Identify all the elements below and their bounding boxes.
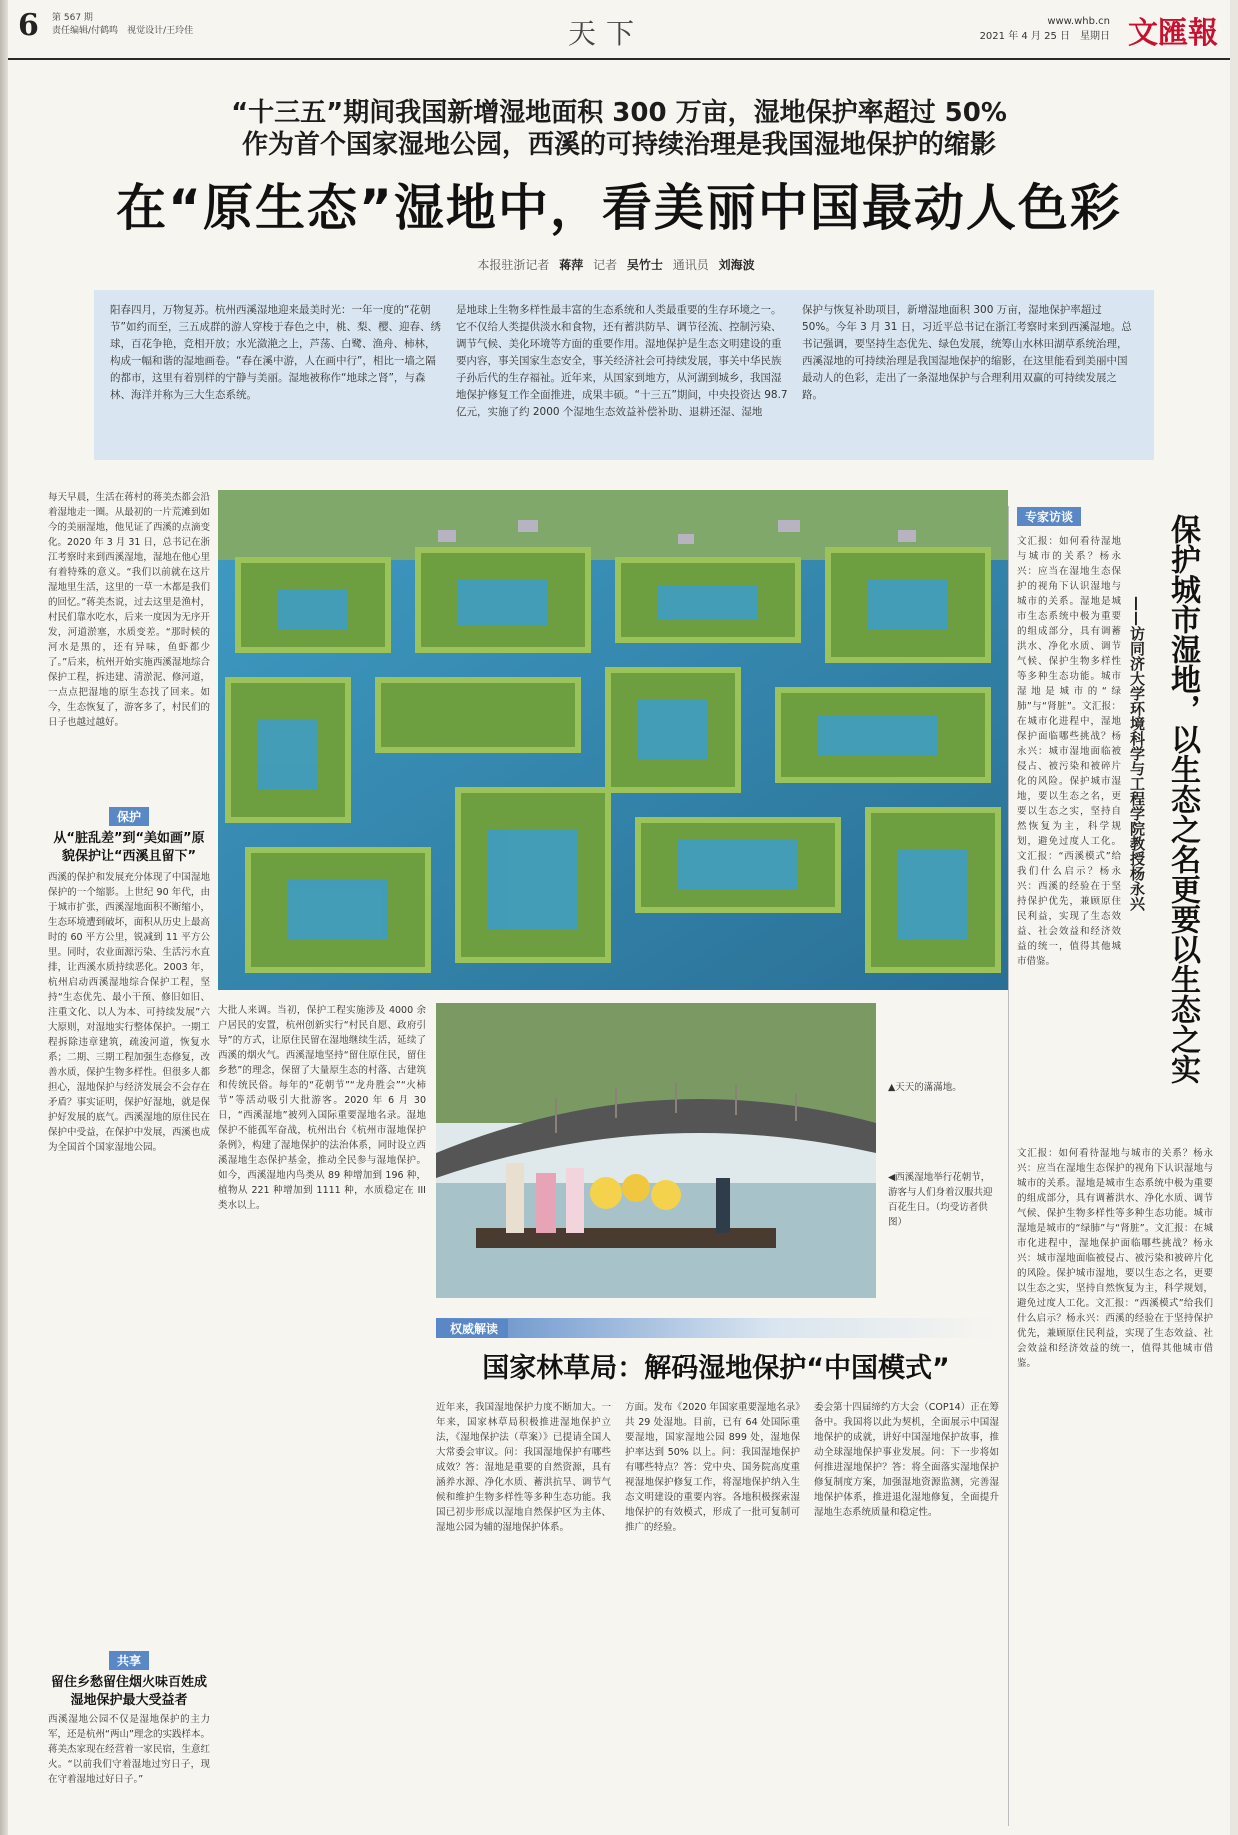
section-tag-expert: 专家访谈	[1017, 507, 1081, 526]
section-2-column-2: 方面。发布《2020 年国家重要湿地名录》共 29 处湿地。目前，已有 64 处国际重要湿地，国家湿地公园 899 处，湿地保护率达到 50% 以上。问：我国湿地保护有哪些特点？答：党中央、国务院高度重视湿地保护修复工作，将湿地保护纳入生态文明建设的重要内容。各地积极探索湿地保护的有效模式，形成了一批可复制可推广的经验。	[625, 1402, 800, 1533]
bridge-festival-photo	[436, 1003, 876, 1298]
reporter-name: 蒋萍	[559, 258, 584, 272]
body-column-left: 西溪的保护和发展充分体现了中国湿地保护的一个缩影。上世纪 90 年代，由于城市扩张，西溪湿地面积不断缩小，生态环境遭到破坏，面积从历史上最高时的 60 平方公里，锐减到 11 平方公里。同时，农业面源污染、生活污水直排，让西溪水质持续恶化。2003 年，杭州启动西溪湿地综合保护工程，坚持“生态优先、最小干预、修旧如旧、注重文化、以人为本、可持续发展”六大原则，对湿地实行整体保护。一期工程拆除违章建筑，疏浚河道，恢复水系；二期、三期工程加强生态修复，改善水质，保护生物多样性。但很多人都担心，湿地保护与经济发展会不会存在矛盾？事实证明，保护好湿地，就是保护好发展的底气。西溪湿地的原住民在保护中受益，在保护中发展，西溪也成为全国首个国家湿地公园。	[48, 872, 210, 1153]
page-number: 6	[18, 8, 39, 43]
site-url[interactable]: www.whb.cn	[1047, 16, 1110, 27]
lead-column-2: 是地球上生物多样性最丰富的生态系统和人类最重要的生存环境之一。它不仅给人类提供淡水和食物，还有蓄洪防旱、调节径流、控制污染、调节气候、美化环境等方面的重要作用。湿地保护是生态文明建设的重要内容，事关国家生态安全，事关经济社会可持续发展，事关中华民族子孙后代的生存福祉。近年来，从国家到地方，从河湖到城乡，我国湿地保护修复工作全面推进，成果丰硕。“十三五”期间，中央投资达 98.7 亿元，实施了约 2000 个湿地生态效益补偿补助、退耕还湿、湿地	[456, 304, 788, 418]
lead-column-3: 保护与恢复补助项目，新增湿地面积 300 万亩，湿地保护率超过 50%。今年 3 月 31 日，习近平总书记在浙江考察时来到西溪湿地。总书记强调，要坚持生态优先、绿色发展，统筹山水林田湖草系统治理，西溪湿地的可持续治理是我国湿地保护的缩影，在这里能看到美丽中国最动人的色彩，走出了一条湿地保护与合理利用双赢的可持续发展之路。	[802, 304, 1132, 401]
byline-prefix: 本报驻浙记者	[477, 258, 550, 272]
kicker-line-1: “十三五”期间我国新增湿地面积 300 万亩，湿地保护率超过 50%	[231, 98, 1007, 128]
photo-caption-2: ◀西溪湿地举行花朝节，游客与人们身着汉服共迎百花生日。（均受访者供图）	[888, 1172, 993, 1228]
section-tag-authority: 权威解读	[440, 1319, 508, 1338]
byline-suffix: 通讯员	[672, 258, 709, 272]
body-column-left-bottom: 西溪湿地公园不仅是湿地保护的主力军，还是杭州“两山”理念的实践样本。蒋美杰家现在经营着一家民宿，生意红火。“以前我们守着湿地过穷日子，现在守着湿地过好日子。”	[48, 1714, 210, 1785]
section-tag-share: 共享	[109, 1651, 149, 1670]
page-spine	[0, 0, 8, 1835]
editor-credit: 责任编辑/付鹤鸣	[52, 26, 119, 36]
header-meta	[52, 12, 193, 38]
body-column-left-top: 每天早晨，生活在蒋村的蒋美杰都会沿着湿地走一圈。从最初的一片荒滩到如今的美丽湿地，他见证了西溪的点滴变化。2020 年 3 月 31 日，总书记在浙江考察时来到西溪湿地，湿地在他心里有着特殊的意义。“我们以前就在这片湿地里生活，这里的一草一木都是我们的回忆。”蒋美杰说，过去这里是渔村，村民们靠水吃水，后来一度因为无序开发，河道淤塞，水质变差。“那时候的河水是黑的，还有异味，鱼虾都少了。”后来，杭州开始实施西溪湿地综合保护工程，拆违建、清淤泥、修河道，一点点把湿地的原生态找了回来。如今，生态恢复了，游客多了，村民们的日子也越过越好。	[48, 492, 210, 728]
kicker-line-2: 作为首个国家湿地公园，西溪的可持续治理是我国湿地保护的缩影	[241, 130, 996, 160]
section-banner	[436, 1318, 996, 1338]
lead-box	[94, 290, 1154, 460]
section-2-title: 国家林草局：解码湿地保护“中国模式”	[482, 1353, 950, 1384]
protect-section-head	[48, 806, 210, 866]
newspaper-masthead: 文匯報	[1128, 16, 1218, 51]
aerial-wetland-illustration	[218, 490, 1008, 990]
sidebar-body-upper: 文汇报：如何看待湿地与城市的关系？杨永兴：应当在湿地生态保护的视角下认识湿地与城市的关系。湿地是城市生态系统中极为重要的组成部分，具有调蓄洪水、净化水质、调节气候、保护生物多样性等多种生态功能。城市湿地是城市的“绿肺”与“肾脏”。文汇报：在城市化进程中，湿地保护面临哪些挑战？杨永兴：城市湿地面临被侵占、被污染和被碎片化的风险。保护城市湿地，要以生态之名，更要以生态之实，坚持自然恢复为主，科学规划，避免过度人工化。文汇报：“西溪模式”给我们什么启示？杨永兴：西溪的经验在于坚持保护优先，兼顾原住民利益，实现了生态效益、社会效益和经济效益的统一，值得其他城市借鉴。	[1017, 536, 1121, 967]
section-2-column-3: 委会第十四届缔约方大会（COP14）正在筹备中。我国将以此为契机，全面展示中国湿地保护的成就，讲好中国湿地保护故事，推动全球湿地保护事业发展。问：下一步将如何推进湿地保护？答：将全面落实湿地保护修复制度方案，加强湿地资源监测，完善湿地保护体系，推进退化湿地修复，全面提升湿地生态系统质量和稳定性。	[814, 1402, 999, 1518]
page-header	[8, 0, 1230, 60]
bridge-festival-illustration	[436, 1003, 876, 1298]
reporter-name-2: 吴竹士	[626, 258, 663, 272]
lead-column-1: 阳春四月，万物复苏。杭州西溪湿地迎来最美时光：一年一度的“花朝节”如约而至，三五成群的游人穿梭于春色之中，桃、梨、樱、迎春、绣球，百花争艳，竞相开放；水光潋滟之上，芦荡、白鹭、渔舟、柿林，构成一幅和谐的湿地画卷。“春在溪中游，人在画中行”，相比一墙之隔的都市，这里有着别样的宁静与美丽。湿地被称作“地球之肾”，与森林、海洋并称为三大生态系统。	[110, 304, 441, 401]
section-2-column-1: 近年来，我国湿地保护力度不断加大。一年来，国家林草局积极推进湿地保护立法，《湿地保护法（草案）》已提请全国人大常委会审议。问：我国湿地保护有哪些成效？答：湿地是重要的自然资源，具有涵养水源、净化水质、蓄洪抗旱、调节气候和维护生物多样性等多种生态功能。我国已初步形成以湿地自然保护区为主体、湿地公园为辅的湿地保护体系。	[436, 1402, 611, 1533]
correspondent-name: 刘海波	[718, 258, 755, 272]
main-headline: 在“原生态”湿地中，看美丽中国最动人色彩	[116, 179, 1122, 237]
sidebar-body-lower: 文汇报：如何看待湿地与城市的关系？杨永兴：应当在湿地生态保护的视角下认识湿地与城市的关系。湿地是城市生态系统中极为重要的组成部分，具有调蓄洪水、净化水质、调节气候、保护生物多样性等多种生态功能。城市湿地是城市的“绿肺”与“肾脏”。文汇报：在城市化进程中，湿地保护面临哪些挑战？杨永兴：城市湿地面临被侵占、被污染和被碎片化的风险。保护城市湿地，要以生态之名，更要以生态之实，坚持自然恢复为主，科学规划，避免过度人工化。文汇报：“西溪模式”给我们什么启示？杨永兴：西溪的经验在于坚持保护优先，兼顾原住民利益，实现了生态效益、社会效益和经济效益的统一，值得其他城市借鉴。	[1017, 1148, 1213, 1369]
issue-date: 2021 年 4 月 25 日 星期日	[979, 31, 1110, 42]
sidebar-title: 保护城市湿地，以生态之名更要以生态之实	[1165, 514, 1200, 1084]
share-section-head	[48, 1650, 210, 1710]
section-title: 天下	[568, 17, 645, 50]
newspaper-page	[8, 0, 1230, 1835]
body-column-middle: 大批人来调。当初，保护工程实施涉及 4000 余户居民的安置，杭州创新实行“村民自愿、政府引导”的方式，让原住民留在湿地继续生活，延续了西溪的烟火气。西溪湿地坚持“留住原住民，留住乡愁”的理念，保留了大量原生态的村落、古建筑和传统民俗。每年的“花朝节”“龙舟胜会”“火柿节”等活动吸引大批游客。2020 年 6 月 30 日，“西溪湿地”被列入国际重要湿地名录。湿地保护不能孤军奋战，杭州出台《杭州市湿地保护条例》，构建了湿地保护的法治体系，同时设立西溪湿地生态保护基金，推动全民参与湿地保护。如今，西溪湿地内鸟类从 89 种增加到 196 种，植物从 221 种增加到 1111 种，水质稳定在 III 类水以上。	[218, 1005, 426, 1211]
byline-mid: 记者	[593, 258, 618, 272]
byline	[8, 256, 1230, 273]
expert-interview-sidebar	[1008, 506, 1221, 1826]
photo-caption-1: ▲天天的滿滿地。	[888, 1082, 962, 1093]
sidebar-subtitle: ——访同济大学环境科学与工程学院教授杨永兴	[1128, 596, 1146, 911]
protect-subhead: 从“脏乱差”到“美如画”原貌保护让“西溪且留下”	[53, 831, 205, 864]
header-right	[980, 14, 1110, 44]
aerial-wetland-photo	[218, 490, 1008, 990]
issue-number: 第 567 期	[52, 13, 93, 23]
share-subhead: 留住乡愁留住烟火味百姓成湿地保护最大受益者	[50, 1675, 207, 1708]
designer-credit: 视觉设计/王玲佳	[127, 26, 194, 36]
section-tag-protect: 保护	[109, 807, 149, 826]
